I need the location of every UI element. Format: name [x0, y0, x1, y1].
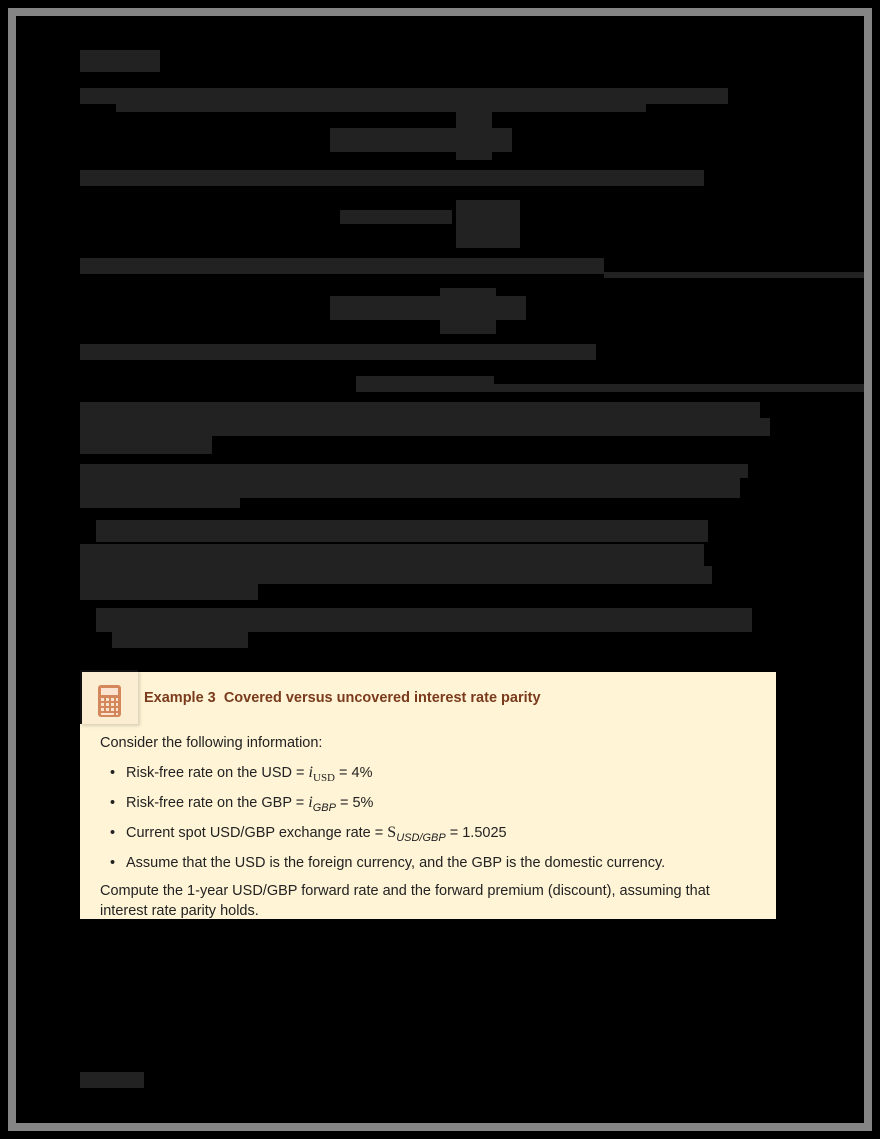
bullet-assumption: • Assume that the USD is the foreign currency, and the GBP is the domestic currency.: [126, 853, 760, 873]
example-title: [144, 690, 541, 706]
example-intro: Consider the following information:: [100, 735, 323, 751]
example-title-text: Covered versus uncovered interest rate parity: [223, 690, 541, 706]
bullet-usd-rate: • Risk-free rate on the USD = $i_{USD} = 4\%$: [126, 763, 760, 788]
bullet-spot-rate: • Current spot USD/GBP exchange rate = $S_{USD/GBP} = 1.5025$: [126, 823, 760, 848]
calculator-icon: [98, 685, 121, 717]
example-bullet-list: [100, 763, 760, 873]
example-number: Example 3: [144, 690, 216, 706]
example-body: [100, 733, 760, 921]
bullet-gbp-rate: • Risk-free rate on the GBP = $i_{GBP} = 5\%$: [126, 793, 760, 818]
example-question: Compute the 1-year USD/GBP forward rate and the forward premium (discount), assuming that interest rate parity holds.: [100, 882, 710, 919]
